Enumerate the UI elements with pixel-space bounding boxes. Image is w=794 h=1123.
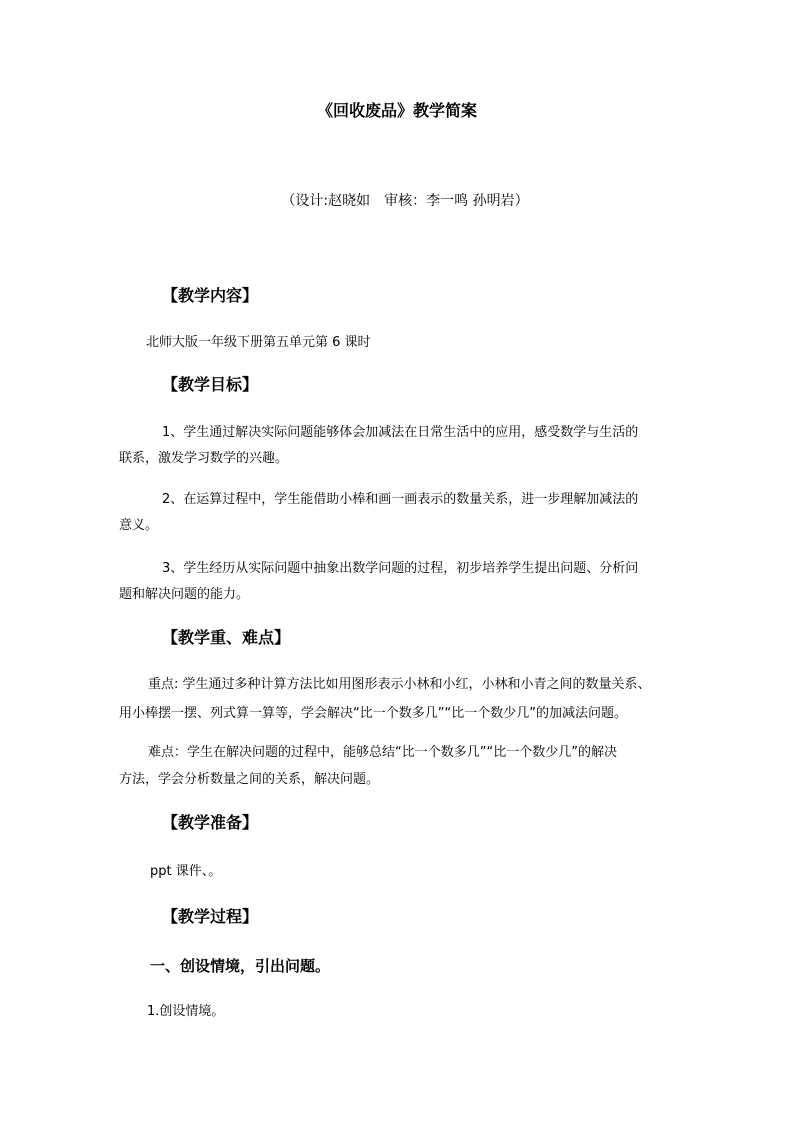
teaching-prep-text: ppt 课件、。 <box>150 864 222 879</box>
process-step-1-item: 1.创设情境。 <box>147 1004 225 1019</box>
author-credit: （设计:赵晓如 审核：李一鸣 孙明岩） <box>281 193 529 209</box>
key-point-line-2: 用小棒摆一摆、列式算一算等，学会解决“比一个数多几”“比一个数少几”的加减法问题。 <box>119 706 627 721</box>
goal-3-line-1: 3、学生经历从实际问题中抽象出数学问题的过程，初步培养学生提出问题、分析问 <box>162 561 639 576</box>
key-point-line-1: 重点: 学生通过多种计算方法比如用图形表示小林和小红，小林和小青之间的数量关系、 <box>148 677 651 692</box>
goal-1-line-2: 联系，激发学习数学的兴趣。 <box>119 451 289 466</box>
heading-key-difficult-points: 【教学重、难点】 <box>162 628 291 647</box>
process-step-1-heading: 一、创设情境，引出问题。 <box>150 957 331 975</box>
document-title: 《回收废品》教学简案 <box>316 101 477 120</box>
goal-3-line-2: 题和解决问题的能力。 <box>119 587 250 602</box>
heading-teaching-content: 【教学内容】 <box>162 286 259 305</box>
heading-teaching-process: 【教学过程】 <box>162 907 259 926</box>
teaching-content-text: 北师大版一年级下册第五单元第 6 课时 <box>146 335 371 350</box>
difficult-point-line-2: 方法，学会分析数量之间的关系，解决问题。 <box>119 772 380 787</box>
heading-teaching-goals: 【教学目标】 <box>162 375 259 394</box>
heading-teaching-prep: 【教学准备】 <box>162 813 259 832</box>
difficult-point-line-1: 难点：学生在解决问题的过程中，能够总结“比一个数多几”“比一个数少几”的解决 <box>148 745 617 760</box>
goal-2-line-2: 意义。 <box>119 518 159 533</box>
goal-1-line-1: 1、学生通过解决实际问题能够体会加减法在日常生活中的应用，感受数学与生活的 <box>162 425 639 440</box>
goal-2-line-1: 2、在运算过程中，学生能借助小棒和画一画表示的数量关系，进一步理解加减法的 <box>162 492 639 507</box>
